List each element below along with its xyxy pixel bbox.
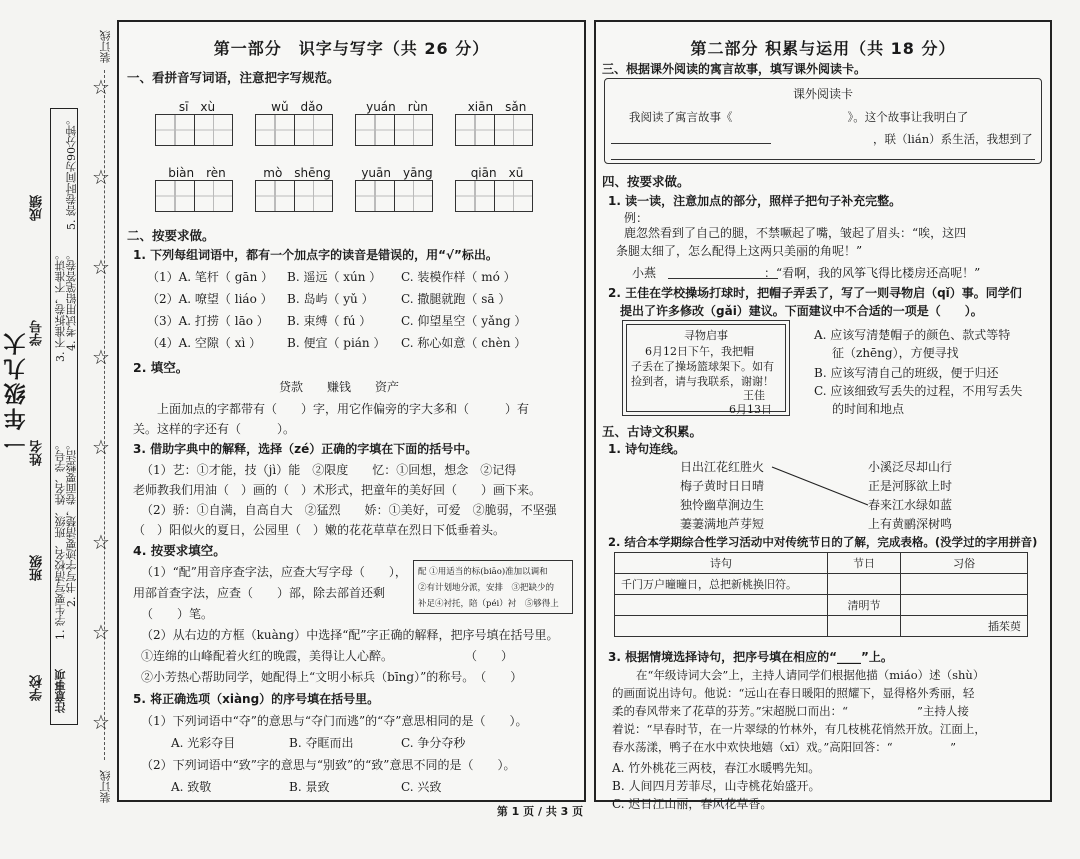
option-text: 征（zhēng），方便寻找 (832, 346, 959, 360)
pinyin-label: mò shēng (263, 166, 331, 180)
pinyin-label: qiān xū (470, 166, 524, 180)
name-label: 姓名 (30, 440, 45, 466)
q5-3-line: 的画面说出诗句。他说：“远山在春日暖阳的照耀下，显得格外秀丽，轻 (612, 686, 975, 700)
poem-left[interactable]: 梅子黄时日日晴 (680, 479, 765, 493)
writing-grid[interactable] (255, 114, 333, 146)
table-cell[interactable] (901, 595, 1028, 616)
table-cell[interactable] (615, 595, 828, 616)
option-text: C. 应该细致写丢失的过程，不用写丢失 (814, 384, 1023, 398)
q2-5-line: （2）下列词语中“致”字的意思与“别致”的“致”意思不同的是（ ）。 (141, 758, 516, 772)
pinyin-label: biàn rèn (168, 166, 226, 180)
option-text: A. 竹外桃花三两枝，春江水暖鸭先知。 (612, 761, 821, 775)
poem-right[interactable]: 春来江水绿如蓝 (868, 498, 953, 512)
q2-5-heading: 5. 将正确选项（xiàng）的序号填在括号里。 (133, 692, 380, 706)
option-text: C. 称心如意（ chèn ） (401, 336, 527, 350)
notice-line: 子丢在了操场篮球架下。如有 (631, 360, 774, 373)
option-text: B. 应该写清自己的班级，便于归还 (814, 366, 999, 380)
star-icon: ☆ (92, 75, 110, 99)
notice-line: 6月12日下午，我把帽 (645, 345, 754, 358)
q4-2-line: 提出了许多修改（gǎi）建议。下面建议中不合适的一项是（ ）。 (620, 304, 983, 318)
option-text: B. 便宜（ pián ） (287, 336, 386, 350)
q2-4-line: （2）从右边的方框（kuàng）中选择“配”字正确的解释，把序号填在括号里。 (141, 628, 559, 642)
definition-line: 配 ①用适当的标(biāo)准加以调和 (418, 567, 548, 577)
q5-3-line: 柔的春风带来了花草的芬芳。”宋超脱口而出：“ ”主持人接 (612, 704, 969, 718)
option-text: B. 景致 (289, 780, 330, 794)
star-icon: ☆ (92, 435, 110, 459)
writing-grid[interactable] (155, 180, 233, 212)
notice-signature: 王佳 (743, 389, 765, 402)
q4-1-heading: 1. 读一读，注意加点的部分，照样子把句子补充完整。 (608, 194, 902, 208)
definition-box (413, 560, 573, 614)
option-text: B. 岛屿（ yǔ ） (287, 292, 374, 306)
card-line: ，联（lián）系生活，我想到了 (873, 132, 1033, 146)
q5-1-heading: 1. 诗句连线。 (608, 442, 686, 456)
q5-3-heading: 3. 根据情境选择诗句，把序号填在相应的“____”上。 (608, 650, 893, 664)
table-cell: 清明节 (828, 595, 901, 616)
q2-2-words: 贷款 赚钱 资产 (279, 380, 400, 394)
star-icon: ☆ (92, 530, 110, 554)
class-label: 班级 (30, 555, 45, 581)
note-5: 5. 答卷时间为90分钟。 (65, 114, 78, 230)
q2-5-line: （1）下列词语中“夺”的意思与“夺门而逃”的“夺”意思相同的是（ ）。 (141, 714, 528, 728)
q2-3-heading: 3. 借助字典中的解释，选择（zé）正确的字填在下面的括号中。 (133, 442, 478, 456)
q2-3-line: （1）艺：①才能，技（jì）能 ②限度 忆：①回想，想念 ②记得 (141, 463, 517, 477)
q3-heading: 三、根据课外阅读的寓言故事，填写课外阅读卡。 (602, 62, 867, 76)
option-text: A. 应该写清楚帽子的颜色、款式等特 (814, 328, 1011, 342)
star-icon: ☆ (92, 345, 110, 369)
q2-heading: 二、按要求做。 (127, 228, 215, 243)
poem-left[interactable]: 独怜幽草涧边生 (680, 498, 765, 512)
pinyin-label: wǔ dǎo (271, 100, 323, 114)
q2-4-line: 用部首查字法，应查（ ）部，除去部首还剩 (133, 586, 386, 600)
q5-2-heading: 2. 结合本学期综合性学习活动中对传统节日的了解，完成表格。(没学过的字用拼音) (608, 535, 1038, 549)
q4-heading: 四、按要求做。 (602, 174, 690, 189)
option-text: C. 兴致 (401, 780, 442, 794)
festival-table (614, 552, 1028, 637)
q5-3-line: 春水荡漾，鸭子在水中欢快地嬉（xī）戏。”高阳回答：“ ” (612, 740, 957, 754)
notes-label: 注意事项 (54, 669, 67, 713)
example-line: 小燕 ：“看啊，我的风筝飞得比楼房还高呢！” (632, 266, 981, 280)
card-line: 我阅读了寓言故事《 》。这个故事让我明白了 (629, 110, 969, 124)
table-cell[interactable] (828, 574, 901, 595)
part2-title: 第二部分 积累与运用（共 18 分） (690, 39, 956, 58)
part1-title: 第一部分 识字与写字（共 26 分） (213, 39, 490, 58)
part1-panel (117, 20, 586, 802)
q2-4-line: （ ）笔。 (141, 607, 214, 621)
writing-grid[interactable] (255, 180, 333, 212)
table-cell[interactable] (828, 616, 901, 637)
notice-line: 捡到者，请与我联系，谢谢！ (631, 375, 774, 388)
pinyin-label: sī xù (178, 100, 216, 114)
poem-right[interactable]: 上有黄鹂深树鸣 (868, 517, 953, 531)
option-text: B. 遥远（ xún ） (287, 270, 382, 284)
star-icon: ☆ (92, 620, 110, 644)
q2-2-heading: 2. 填空。 (133, 360, 189, 375)
notice-title: 寻物启事 (684, 329, 728, 342)
writing-grid[interactable] (455, 180, 533, 212)
poem-right[interactable]: 正是河豚欲上时 (868, 479, 953, 493)
score-label: 成绩 (30, 195, 45, 221)
option-text: A. 光彩夺目 (171, 736, 236, 750)
page-footer: 第 1 页 / 共 3 页 (496, 805, 584, 818)
q2-3-line: 老师教我们用油（ ）画的（ ）术形式，把童年的美好回（ ）画下来。 (133, 483, 542, 497)
part2-panel (594, 20, 1052, 811)
poem-right[interactable]: 小溪泛尽却山行 (868, 460, 953, 474)
definition-line: ②有计划地分派，安排 ③把缺少的 (418, 583, 555, 593)
school-label: 学校 (30, 675, 45, 701)
note-1: 1. 学生要写清校名、班级、姓名、学号。 (54, 439, 67, 640)
table-header: 诗句 (615, 553, 828, 574)
option-text: （2）A. 嘹望（ liáo ） (147, 292, 273, 306)
table-header: 节日 (828, 553, 901, 574)
option-text: 的时间和地点 (832, 402, 905, 416)
q2-4-line: （1）“配”用音序查字法，应查大写字母（ ）， (141, 565, 407, 579)
pinyin-label: xiān sǎn (467, 100, 527, 114)
poem-left[interactable]: 萋萋满地芦芽短 (680, 517, 765, 531)
option-text: C. 装模作样（ mó ） (401, 270, 516, 284)
student-id-label: 学号 (30, 320, 45, 346)
table-cell: 千门万户曈曈日，总把新桃换旧符。 (615, 574, 828, 595)
matching-lines (596, 22, 1050, 542)
card-title: 课外阅读卡 (792, 87, 853, 101)
notes-box (50, 108, 78, 725)
q5-3-line: 着说：“早春时节，在一片翠绿的竹林外，有几枝桃花悄然开放。江面上， (612, 722, 986, 736)
q2-2-line: 关。这样的字还有（ ）。 (133, 422, 296, 436)
note-4: 4. 考试用铅笔答卷。 (65, 249, 78, 351)
option-text: A. 致敬 (171, 780, 212, 794)
writing-grid[interactable] (455, 114, 533, 146)
option-text: （4）A. 空隙（ xì ） (147, 336, 262, 350)
q1-heading: 一、看拼音写词语，注意把字写规范。 (127, 70, 340, 85)
poem-left[interactable]: 日出江花红胜火 (680, 460, 765, 474)
table-cell[interactable] (615, 616, 828, 637)
pinyin-label: yuán rùn (366, 100, 428, 114)
pinyin-label: yuān yāng (361, 166, 433, 180)
definition-line: 补足④衬托，陪（péi）衬 ⑤够得上 (418, 599, 559, 609)
star-icon: ☆ (92, 165, 110, 189)
example-line: 条腿太细了，怎么配得上这两只美丽的角呢！” (616, 244, 863, 258)
example-line: 鹿忽然看到了自己的腿，不禁噘起了嘴，皱起了眉头：“唉，这四 (624, 226, 967, 240)
table-cell[interactable] (901, 574, 1028, 595)
option-text: C. 仰望星空（ yǎng ） (401, 314, 527, 328)
star-icon: ☆ (92, 255, 110, 279)
binding-line-top: 装订线 (99, 30, 112, 63)
q5-3-line: 在“年级诗词大会”上，主持人请同学们根据他描（miáo）述（shù） (636, 668, 985, 682)
option-text: B. 束缚（ fú ） (287, 314, 372, 328)
writing-grid[interactable] (355, 114, 433, 146)
note-2: 2. 书写字迹要清楚，卷面要整洁。 (65, 439, 78, 607)
option-text: B. 夺眶而出 (289, 736, 354, 750)
q2-3-line: （2）骄：①自满，自高自大 ②猛烈 娇：①美好，可爱 ②脆弱，不坚强 (141, 503, 557, 517)
writing-grid[interactable] (355, 180, 433, 212)
option-text: C. 迟日江山丽，春风花草香。 (612, 797, 773, 811)
q2-2-line: 上面加点的字都带有（ ）字，用它作偏旁的字大多和（ ）有 (157, 402, 530, 416)
q5-heading: 五、古诗文积累。 (602, 424, 703, 439)
option-text: C. 争分夺秒 (401, 736, 466, 750)
table-header: 习俗 (901, 553, 1028, 574)
option-text: C. 撒腿就跑（ sā ） (401, 292, 511, 306)
star-icon: ☆ (92, 710, 110, 734)
writing-grid[interactable] (155, 114, 233, 146)
example-label: 例： (624, 211, 649, 225)
note-3: 3. 不准拆卷，不准讲。 (54, 249, 67, 362)
option-text: （1）A. 笔杆（ gān ） (147, 270, 274, 284)
q2-4-heading: 4. 按要求填空。 (133, 543, 226, 558)
binding-line-bottom: 装订线 (99, 770, 112, 803)
option-text: （3）A. 打捞（ lāo ） (147, 314, 269, 328)
q2-4-line: ②小芳热心帮助同学，她配得上“文明小标兵（bīng）”的称号。 （ ） (141, 670, 523, 684)
q4-2-line: 2. 王佳在学校操场打球时，把帽子弄丢了，写了一则寻物启（qǐ）事。同学们 (608, 286, 1022, 300)
table-cell: 插茱萸 (901, 616, 1028, 637)
q2-4-line: ①连绵的山峰配着火红的晚霞，美得让人心醉。 （ ） (141, 649, 514, 663)
q2-1-heading: 1. 下列每组词语中，都有一个加点字的读音是错误的，用“√”标出。 (133, 248, 498, 262)
option-text: B. 人间四月芳菲尽，山寺桃花始盛开。 (612, 779, 821, 793)
notice-date: 6月13日 (729, 403, 772, 416)
grade-title: 一年级九大 (3, 330, 29, 455)
q2-3-line: （ ）阳似火的夏日，公园里（ ）嫩的花花草草在烈日下低垂着头。 (133, 523, 506, 537)
